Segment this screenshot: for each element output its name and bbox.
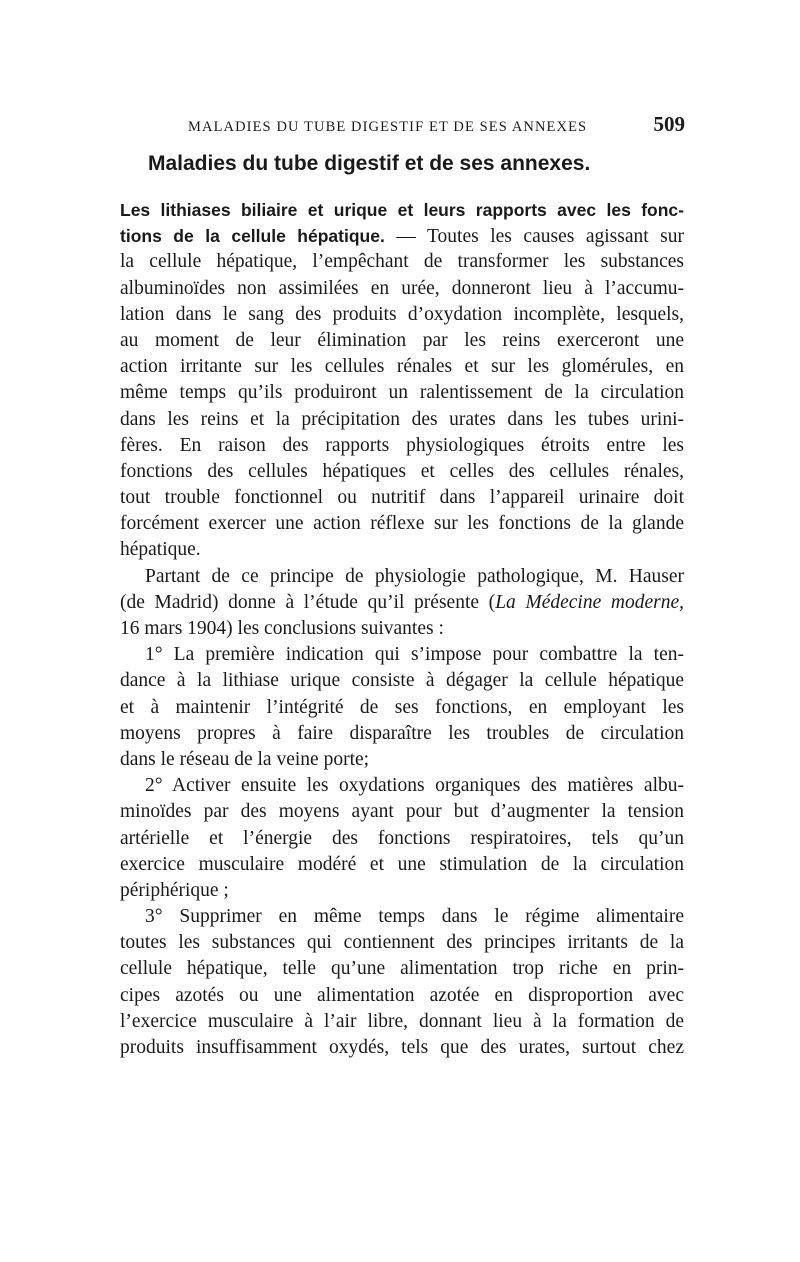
paragraph-line: tout trouble fonctionnel ou nutritif dans l’appareil urinaire doit	[120, 487, 684, 509]
list-item-line: artérielle et l’énergie des fonctions respiratoires, tels qu’un	[120, 827, 684, 849]
paragraph-line: forcément exercer une action réflexe sur les fonctions de la glande	[120, 513, 684, 535]
list-item-line: l’exercice musculaire à l’air libre, donnant lieu à la formation de	[120, 1010, 684, 1032]
list-item-line: cellule hépatique, telle qu’une alimentation trop riche en prin-	[120, 958, 684, 980]
paragraph-line	[120, 590, 684, 616]
paragraph-line: action irritante sur les cellules rénales et sur les glomérules, en	[120, 356, 684, 378]
list-item-line: dance à la lithiase urique consiste à dégager la cellule hépatique	[120, 670, 684, 692]
list-item-line: 3° Supprimer en même temps dans le régime alimentaire	[145, 906, 684, 928]
citation-lead: (de Madrid) donne à l’étude qu’il présente (	[120, 591, 496, 613]
citation-journal: La Médecine moderne,	[495, 591, 684, 613]
paragraph-line: albuminoïdes non assimilées en urée, donneront lieu à l’accumu-	[120, 277, 684, 299]
list-item-line: moyens propres à faire disparaître les troubles de circulation	[120, 722, 684, 744]
paragraph-line: hépatique.	[120, 539, 201, 561]
list-item-line: dans le réseau de la veine porte;	[120, 748, 370, 770]
running-title: MALADIES DU TUBE DIGESTIF ET DE SES ANNEXES	[188, 119, 588, 135]
list-item-line: exercice musculaire modéré et une stimulation de la circulation	[120, 853, 684, 875]
paragraph-line: 16 mars 1904) les conclusions suivantes :	[120, 618, 444, 639]
paragraph-line: même temps qu’ils produiront un ralentissement de la circulation	[120, 382, 684, 404]
article-heading-line-1: Les lithiases biliaire et urique et leurs rapports avec les fonc-	[120, 200, 684, 220]
article-body	[120, 197, 684, 1061]
paragraph-line: fonctions des cellules hépatiques et celles des cellules rénales,	[120, 460, 684, 482]
list-item-line: toutes les substances qui contiennent des principes irritants de la	[120, 932, 684, 954]
article-heading-line-2	[120, 223, 684, 249]
list-item-line: produits insuffisamment oxydés, tels que des urates, surtout chez	[120, 1037, 684, 1058]
page-number: 509	[653, 112, 685, 136]
paragraph-line: Partant de ce principe de physiologie pathologique, M. Hauser	[145, 565, 684, 587]
article-heading-bold: tions de la cellule hépatique.	[120, 226, 385, 247]
list-item-line: et à maintenir l’intégrité de ses fonctions, en employant les	[120, 696, 684, 718]
list-item-line: 2° Activer ensuite les oxydations organiques des matières albu-	[145, 775, 684, 797]
section-title: Maladies du tube digestif et de ses annexes.	[148, 152, 591, 175]
paragraph-line: lation dans le sang des produits d’oxydation incomplète, lesquels,	[120, 303, 684, 325]
paragraph-line: fères. En raison des rapports physiologiques étroits entre les	[120, 434, 684, 456]
paragraph-line: au moment de leur élimination par les reins exerceront une	[120, 329, 684, 351]
paragraph-line: dans les reins et la précipitation des urates dans les tubes urini-	[120, 408, 684, 430]
running-header	[120, 112, 685, 142]
article-heading-rest: — Toutes les causes agissant sur	[384, 226, 684, 248]
list-item-line: minoïdes par des moyens ayant pour but d’augmenter la tension	[120, 801, 684, 823]
list-item-line: périphérique ;	[120, 879, 229, 901]
list-item-line: 1° La première indication qui s’impose pour combattre la ten-	[145, 644, 684, 666]
list-item-line: cipes azotés ou une alimentation azotée en disproportion avec	[120, 984, 684, 1006]
paragraph-line: la cellule hépatique, l’empêchant de transformer les substances	[120, 251, 684, 273]
